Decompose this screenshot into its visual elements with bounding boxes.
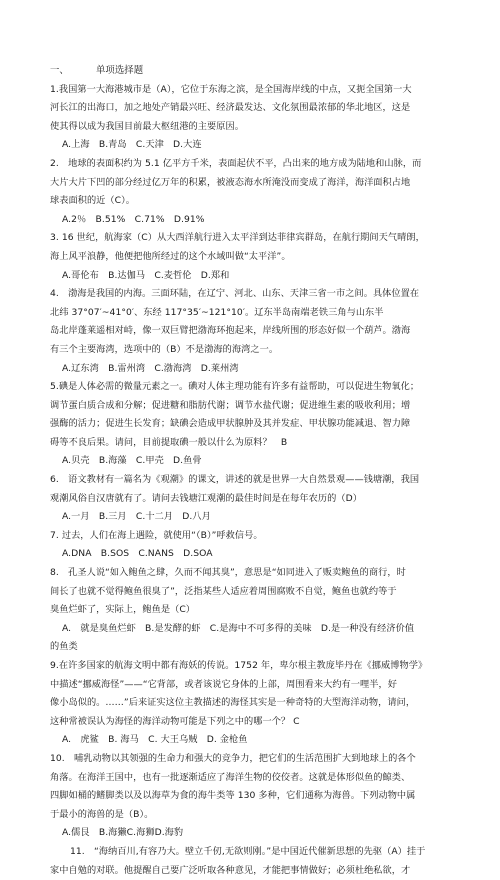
- text-line: 9.在许多国家的航海文明中都有海妖的传说。1752 年，卑尔根主教庞毕丹在《挪威博物学》: [50, 660, 428, 671]
- text-line: 角落。在海洋王国中，也有一批逐渐适应了海洋生物的佼佼者。这就是体形似鱼的鲸类、: [50, 771, 411, 783]
- text-line: 10. 哺乳动物以其领强的生命力和强大的竞争力，把它们的生活范围扩大到地球上的各个: [50, 752, 416, 764]
- text-line: A. 虎鲨 B. 海马 C. 大王乌贼 D. 金枪鱼: [62, 734, 248, 746]
- text-line: 于最小的海兽的是（B）。: [50, 808, 154, 820]
- text-line: 7. 过去，人们在海上遇险，就使用“（B）”呼救信号。: [50, 529, 263, 541]
- text-line: A.辽东湾 B.雷州湾 C.渤海湾 D.莱州湾: [62, 362, 239, 374]
- text-line: 的鱼类: [50, 641, 78, 653]
- text-line: A.上海 B.青岛 C.天津 D.大连: [62, 139, 202, 151]
- text-line: 家中自勉的对联。他提醒自己要广泛听取各种意见，才能把事情做好；必须杜绝私欲，才: [50, 864, 411, 876]
- text-line: A.一月 B.三月 C.十二月 D.八月: [62, 511, 211, 523]
- text-line: 1.我国第一大海港城市是（A），它位于东海之滨，是全国海岸线的中点，又扼全国第一大: [50, 83, 412, 95]
- text-line: 四脚如桶的鳍脚类以及以海草为食的海牛类等 130 多种，它们通称为海兽。下列动物中属: [50, 790, 416, 802]
- text-line: 中描述“挪威海怪”——“它背部，或者该说它身体的上部，周围看来大约有一哩半，好: [50, 678, 397, 690]
- text-line: 碍等不良后果。请问，目前提取碘一般以什么为原料？ B: [50, 436, 288, 448]
- text-line: 调节蛋白质合成和分解；促进糖和脂肪代谢；调节水盐代谢；促进维生素的吸收利用；增: [50, 399, 411, 411]
- text-line: 4. 渤海是我国的内海。三面环陆，在辽宁、河北、山东、天津三省一市之间。具体位置在: [50, 288, 420, 300]
- section-heading: [50, 62, 464, 81]
- text-line: 这种常被误认为海怪的海洋动物可能是下列之中的哪一个？ C: [50, 715, 300, 727]
- text-line: 11. “海纳百川,有容乃大。壁立千仞,无欲则刚。”是中国近代催新思想的先驱（A）挂于: [70, 845, 426, 857]
- section-title: 单项选择题: [96, 65, 144, 76]
- text-line: 强酶的活力；促进生长发育；缺碘会造成甲状腺肿及其并发症、甲状腺功能减退、智力障: [50, 418, 411, 430]
- text-line: 使其得以成为我国目前最大枢纽港的主要原因。: [50, 120, 244, 132]
- text-line: 6. 语文教材有一篇名为《观潮》的课文，讲述的就是世界一大自然景观——钱塘潮，我国: [50, 474, 420, 486]
- section-number: 一、: [50, 65, 69, 76]
- text-line: A.儒艮 B.海獭C.海狮D.海豹: [62, 827, 184, 839]
- text-line: 像小岛似的。……”后来证实这位主教描述的海怪其实是一种奇特的大型海洋动物，请问，: [50, 697, 416, 709]
- text-line: 岛北岸蓬莱遥相对峙，像一双巨臂把渤海环抱起来，岸线所围的形态好似一个葫芦。渤海: [50, 325, 411, 337]
- text-line: A. 就是臭鱼烂虾 B.是发酵的虾 C.是海中不可多得的美味 D.是一种没有经济价值: [62, 622, 415, 634]
- text-line: 北纬 37°07′~41°0′、东经 117°35′~121°10′。辽东半岛南端老铁三角与山东半: [50, 306, 384, 318]
- text-line: 3. 16 世纪，航海家（C）从大西洋航行进入太平洋到达菲律宾群岛，在航行期间天气晴朗，: [50, 232, 425, 244]
- text-line: 2. 地球的表面积约为 5.1 亿平方千米，表面起伏不平，凸出来的地方成为陆地和山脉，而: [50, 157, 422, 169]
- text-line: 5.碘是人体必需的微量元素之一。碘对人体主理功能有许多有益帮助，可以促进生物氧化；: [50, 381, 420, 393]
- text-line: A.2％ B.51% C.71% D.91%: [62, 213, 205, 225]
- text-line: A.哥伦布 B.达伽马 C.麦哲伦 D.郑和: [62, 269, 230, 281]
- text-line: 河长江的出海口，加之地处产销最兴旺、经济最发达、文化氛围最浓郁的华北地区，这是: [50, 102, 411, 114]
- text-line: 大片大片下凹的部分经过亿万年的积累，被液态海水所淹没而变成了海洋，海洋面积占地: [50, 176, 411, 188]
- text-line: 球表面积的近（C）。: [50, 195, 136, 207]
- text-line: 海上风平浪静，他便把他所经过的这个水域叫做“太平洋”。: [50, 250, 291, 262]
- text-line: A.DNA B.SOS C.NANS D.SOA: [62, 548, 213, 560]
- text-line: A.贝壳 B.海藻 C.甲壳 D.鱼骨: [62, 455, 202, 467]
- text-line: 8. 孔圣人说“如入鲍鱼之肆，久而不闻其臭”，意思是“如同进入了贩卖鲍鱼的商行，时: [50, 567, 406, 579]
- text-line: 臭鱼烂虾了，实际上，鲍鱼是（C）: [50, 604, 196, 616]
- text-line: 间长了也就不觉得鲍鱼很臭了”，泛指某些人适应着周围腐败不自觉，鲍鱼也就约等于: [50, 585, 397, 597]
- text-line: 观潮风俗自汉唐就有了。请问去钱塘江观潮的最佳时间是在每年农历的（D）: [50, 492, 362, 504]
- text-line: 有三个主要海湾，选项中的（B）不是渤海的海湾之一。: [50, 343, 279, 355]
- document-body: [50, 81, 464, 880]
